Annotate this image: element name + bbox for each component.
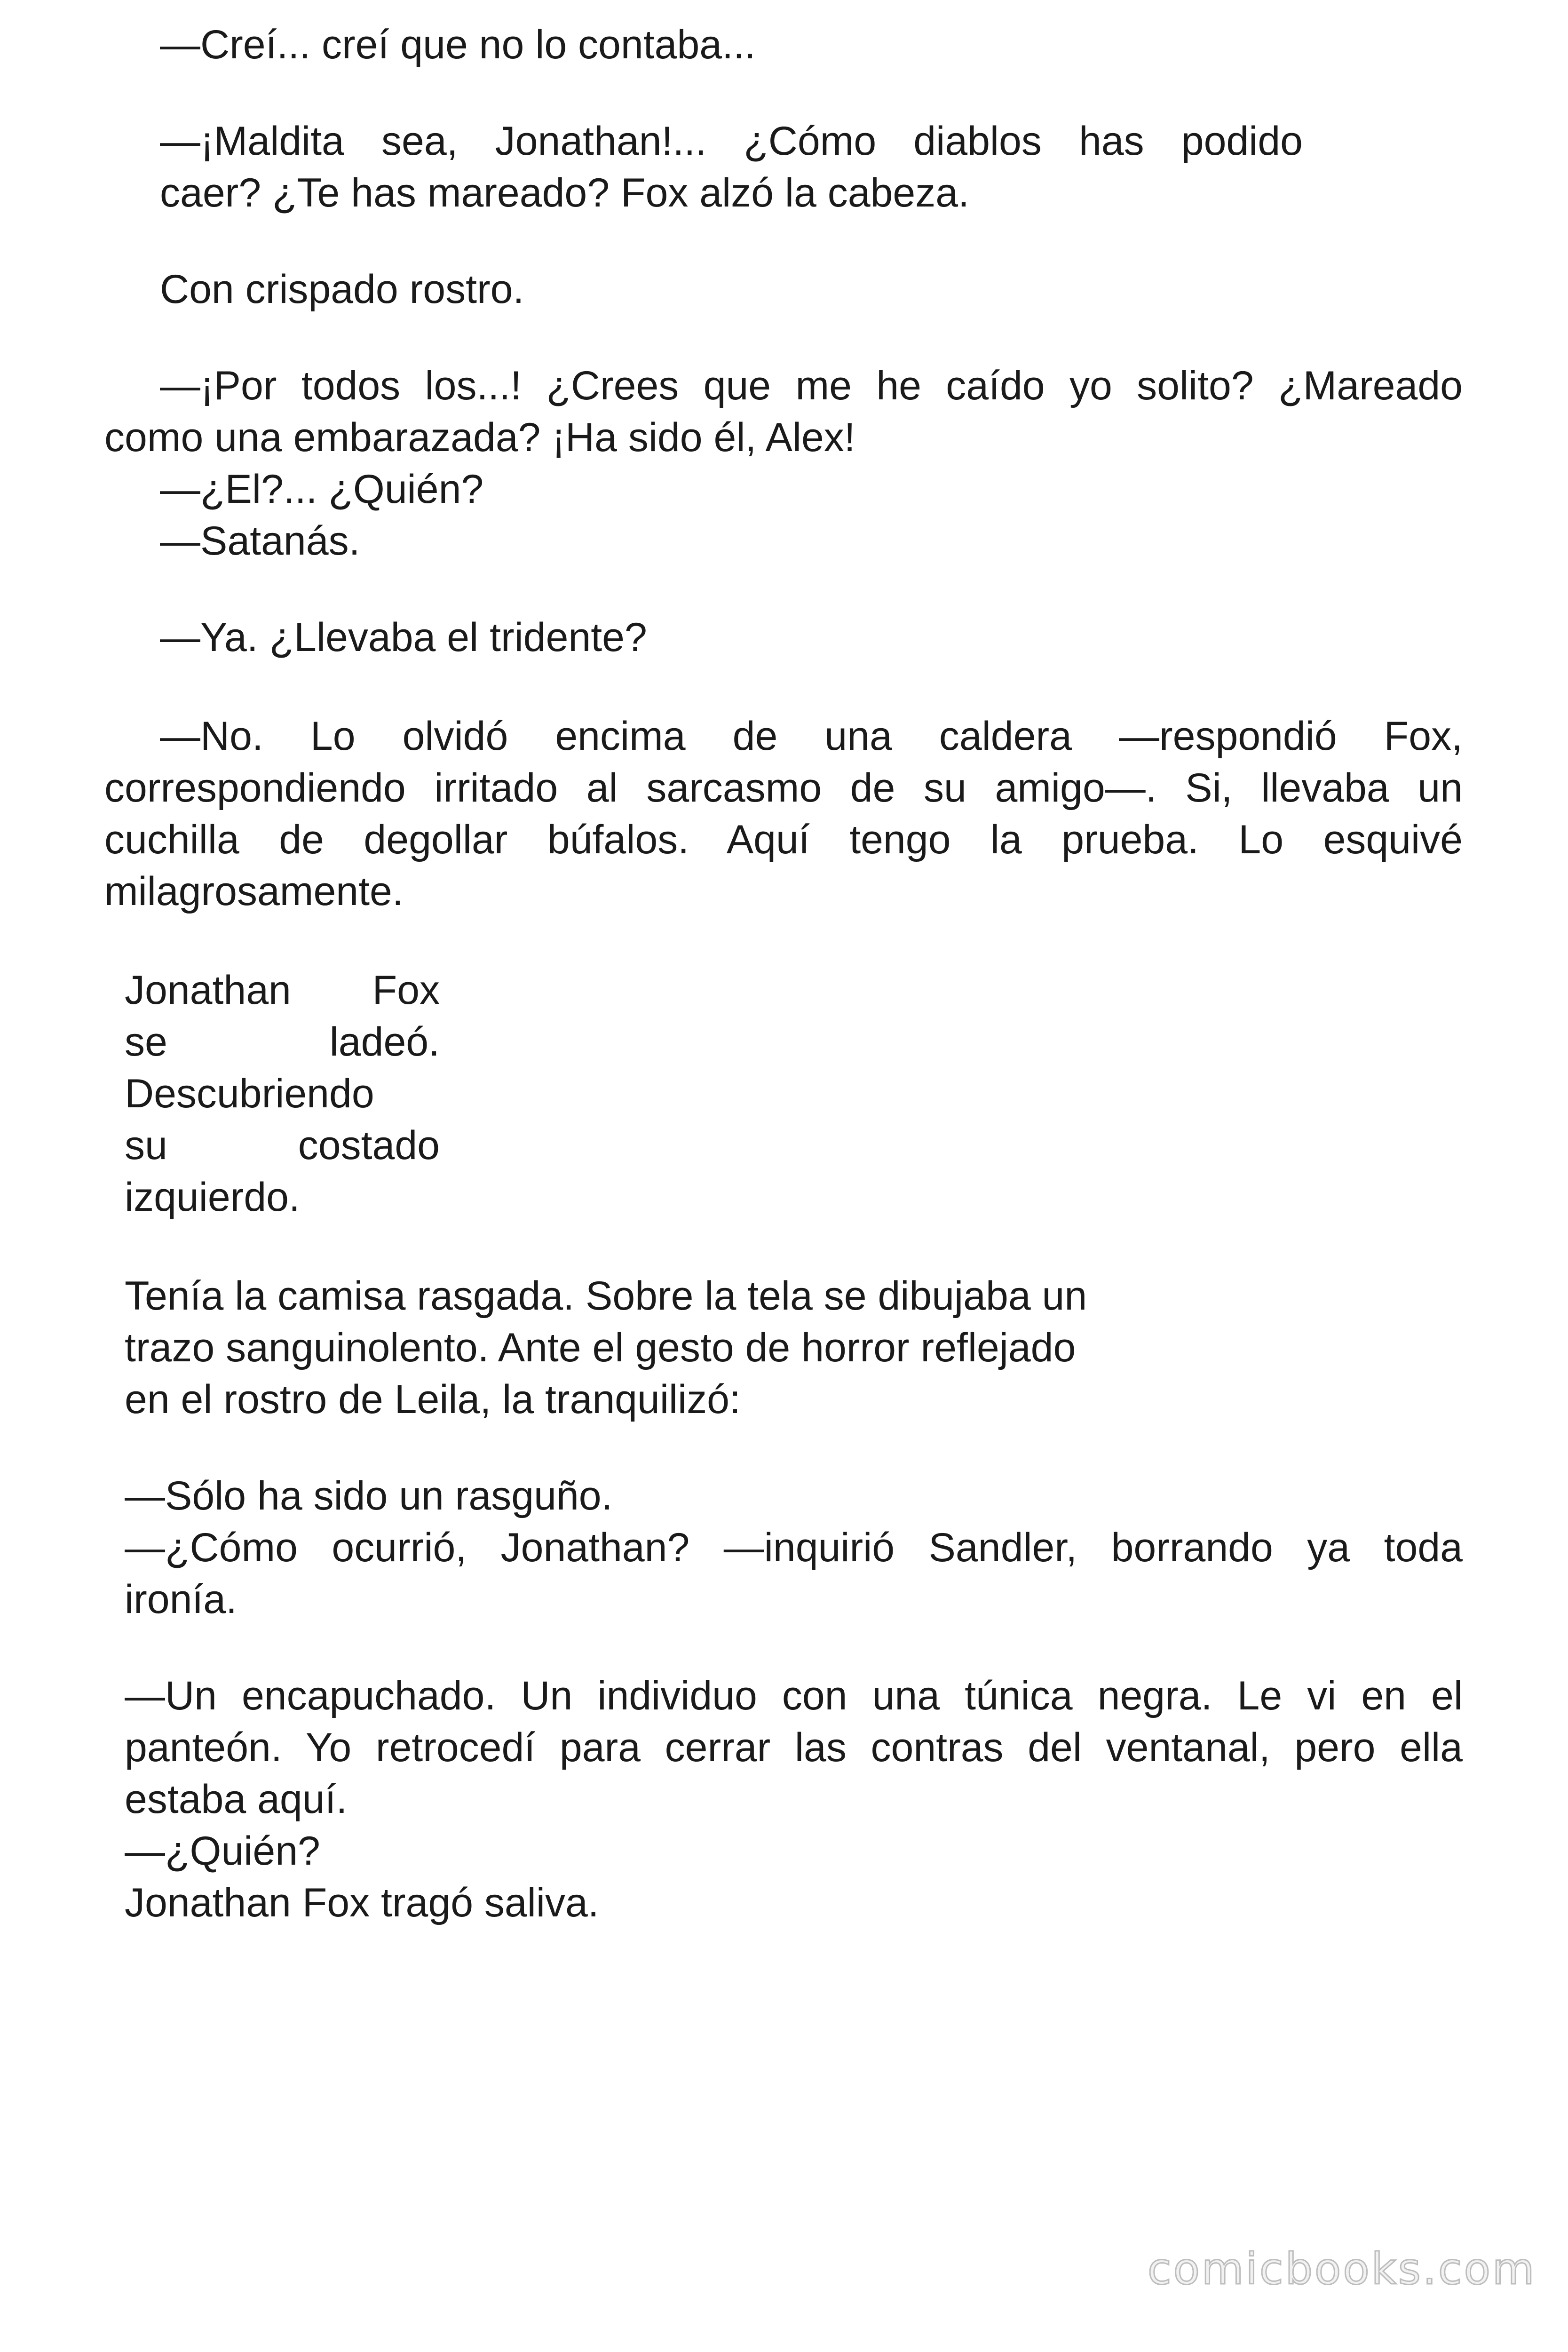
text-line: —No. Lo olvidó encima de una caldera —respondió Fox, — [160, 714, 1463, 759]
text-line: milagrosamente. — [104, 869, 404, 914]
text-line: Descubriendo — [125, 1071, 374, 1116]
text-line: caer? ¿Te has mareado? Fox alzó la cabeza. — [160, 170, 969, 215]
text-line: en el rostro de Leila, la tranquilizó: — [125, 1377, 741, 1422]
text-line: correspondiendo irritado al sarcasmo de su amigo—. Si, llevaba un — [104, 765, 1463, 810]
text-line: —Satanás. — [160, 518, 360, 564]
text-line: —Creí... creí que no lo contaba... — [160, 22, 756, 67]
text-line: se ladeó. — [125, 1019, 440, 1065]
text-line: —¡Maldita sea, Jonathan!... ¿Cómo diablos has podido — [160, 119, 1303, 164]
text-line: ironía. — [125, 1577, 238, 1622]
text-line: —¿Quién? — [125, 1828, 320, 1874]
text-line: —¿El?... ¿Quién? — [160, 467, 484, 512]
text-line: trazo sanguinolento. Ante el gesto de horror reflejado — [125, 1325, 1076, 1370]
text-line: —Un encapuchado. Un individuo con una túnica negra. Le vi en el — [125, 1673, 1463, 1718]
text-line: Tenía la camisa rasgada. Sobre la tela se dibujaba un — [125, 1273, 1087, 1319]
text-line: Con crispado rostro. — [160, 267, 524, 312]
watermark-logo: comicbooks.com — [1148, 2244, 1536, 2294]
text-line: Jonathan Fox tragó saliva. — [125, 1880, 599, 1925]
text-line: panteón. Yo retrocedí para cerrar las contras del ventanal, pero ella — [125, 1725, 1463, 1770]
text-line: su costado — [125, 1123, 440, 1168]
text-line: —Sólo ha sido un rasguño. — [125, 1473, 613, 1518]
text-line: —¿Cómo ocurrió, Jonathan? —inquirió Sandler, borrando ya toda — [125, 1525, 1463, 1570]
text-line: izquierdo. — [125, 1175, 300, 1220]
text-line: —¡Por todos los...! ¿Crees que me he caído yo solito? ¿Mareado — [160, 363, 1463, 408]
text-line: cuchilla de degollar búfalos. Aquí tengo la prueba. Lo esquivé — [104, 817, 1463, 862]
text-line: como una embarazada? ¡Ha sido él, Alex! — [104, 415, 855, 460]
text-line: estaba aquí. — [125, 1777, 348, 1822]
text-line: —Ya. ¿Llevaba el tridente? — [160, 615, 647, 660]
text-line: Jonathan Fox — [125, 968, 440, 1013]
